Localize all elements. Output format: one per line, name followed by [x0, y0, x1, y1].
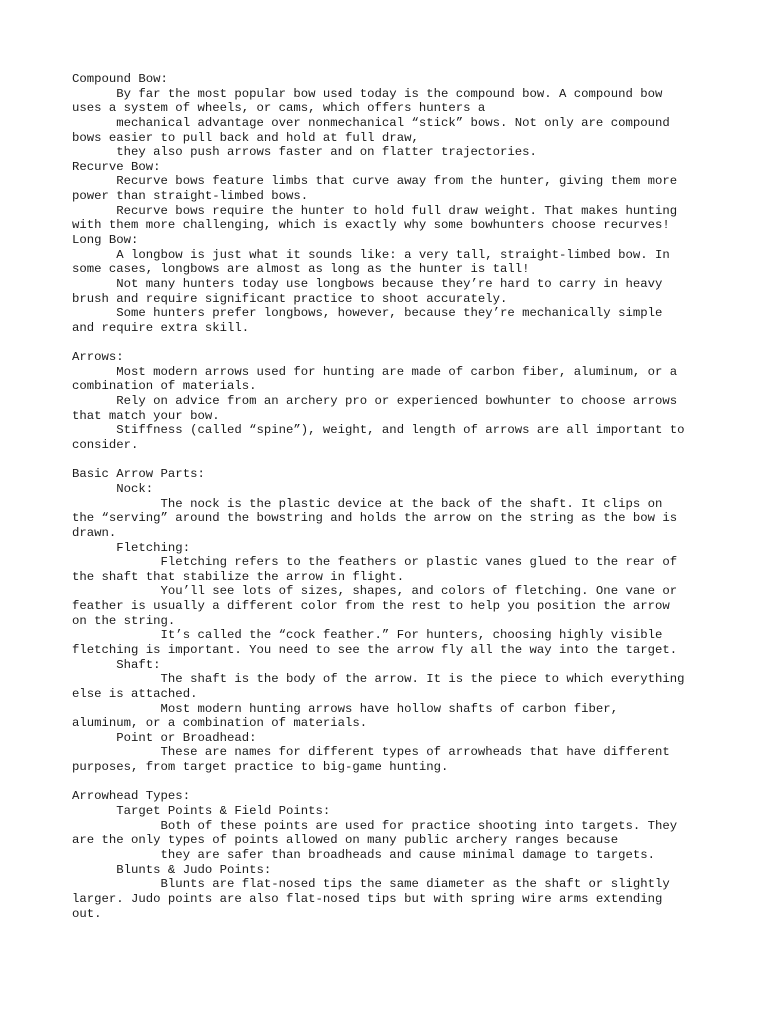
text-line: Rely on advice from an archery pro or experienced bowhunter to choose arrows	[72, 394, 678, 409]
text-line: Blunts are flat-nosed tips the same diameter as the shaft or slightly	[72, 877, 670, 892]
text-line: Recurve bows feature limbs that curve away from the hunter, giving them more	[72, 174, 678, 189]
text-line: Fletching:	[72, 540, 191, 555]
text-line: These are names for different types of arrowheads that have different	[72, 745, 670, 760]
text-line: brush and require significant practice to shoot accurately.	[72, 291, 508, 306]
text-line: It’s called the “cock feather.” For hunters, choosing highly visible	[72, 628, 663, 643]
text-line: with them more challenging, which is exactly why some bowhunters choose recurves!	[72, 218, 670, 233]
text-line: and require extra skill.	[72, 320, 250, 335]
text-line: Arrows:	[72, 350, 124, 365]
text-line: out.	[72, 906, 102, 921]
text-line: Compound Bow:	[72, 72, 168, 86]
text-line: Blunts & Judo Points:	[72, 862, 272, 877]
text-line: they also push arrows faster and on flatter trajectories.	[72, 145, 537, 160]
text-line: are the only types of points allowed on many public archery ranges because	[72, 833, 619, 848]
text-line: larger. Judo points are also flat-nosed tips but with spring wire arms extending	[72, 891, 663, 906]
text-line: Basic Arrow Parts:	[72, 467, 205, 482]
text-line: power than straight-limbed bows.	[72, 189, 309, 204]
text-line: feather is usually a different color from the rest to help you position the arrow	[72, 599, 670, 614]
text-line: The shaft is the body of the arrow. It is the piece to which everything	[72, 672, 685, 687]
text-line: combination of materials.	[72, 379, 257, 394]
text-line: purposes, from target practice to big-game hunting.	[72, 760, 449, 775]
text-line: fletching is important. You need to see the arrow fly all the way into the target.	[72, 642, 678, 657]
blank-line	[72, 336, 712, 351]
text-line: drawn.	[72, 525, 117, 540]
text-line: Point or Broadhead:	[72, 730, 257, 745]
text-line: they are safer than broadheads and cause minimal damage to targets.	[72, 847, 655, 862]
text-line: consider.	[72, 438, 139, 453]
text-line: that match your bow.	[72, 408, 220, 423]
blank-line	[72, 453, 712, 468]
text-line: Fletching refers to the feathers or plastic vanes glued to the rear of	[72, 555, 678, 570]
text-line: Most modern hunting arrows have hollow shafts of carbon fiber,	[72, 701, 619, 716]
text-line: Arrowhead Types:	[72, 789, 191, 804]
text-line: aluminum, or a combination of materials.	[72, 716, 368, 731]
text-line: Shaft:	[72, 657, 161, 672]
text-line: By far the most popular bow used today is the compound bow. A compound bow	[72, 86, 663, 101]
text-line: some cases, longbows are almost as long as the hunter is tall!	[72, 262, 530, 277]
text-line: A longbow is just what it sounds like: a very tall, straight-limbed bow. In	[72, 247, 670, 262]
text-line: mechanical advantage over nonmechanical “stick” bows. Not only are compound	[72, 115, 670, 130]
blank-line	[72, 775, 712, 790]
text-line: else is attached.	[72, 686, 198, 701]
text-line: bows easier to pull back and hold at full draw,	[72, 130, 419, 145]
text-line: the shaft that stabilize the arrow in flight.	[72, 569, 405, 584]
text-line: Long Bow:	[72, 233, 139, 248]
text-line: The nock is the plastic device at the back of the shaft. It clips on	[72, 496, 663, 511]
text-line: Recurve Bow:	[72, 159, 161, 174]
text-line: the “serving” around the bowstring and holds the arrow on the string as the bow is	[72, 511, 678, 526]
text-line: Some hunters prefer longbows, however, because they’re mechanically simple	[72, 306, 663, 321]
text-line: on the string.	[72, 613, 176, 628]
document-page	[72, 72, 712, 921]
text-line: uses a system of wheels, or cams, which offers hunters a	[72, 101, 486, 116]
text-line: Stiffness (called “spine”), weight, and length of arrows are all important to	[72, 423, 685, 438]
text-line: Nock:	[72, 481, 154, 496]
text-line: Recurve bows require the hunter to hold full draw weight. That makes hunting	[72, 203, 678, 218]
text-line: Target Points & Field Points:	[72, 804, 331, 819]
text-line: Most modern arrows used for hunting are made of carbon fiber, aluminum, or a	[72, 364, 678, 379]
text-line: Both of these points are used for practice shooting into targets. They	[72, 818, 678, 833]
text-line: You’ll see lots of sizes, shapes, and colors of fletching. One vane or	[72, 584, 678, 599]
text-line: Not many hunters today use longbows because they’re hard to carry in heavy	[72, 276, 663, 291]
